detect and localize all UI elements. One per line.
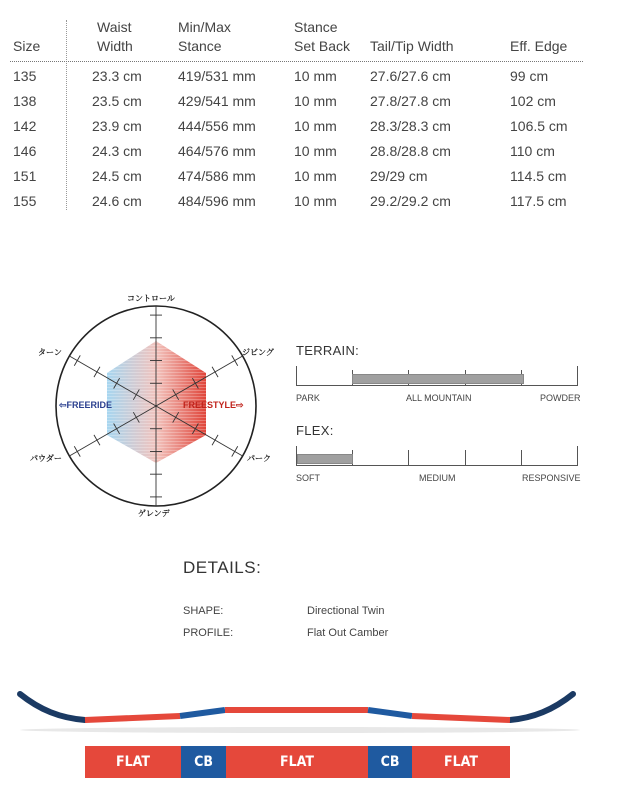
table-cell-size: 151	[13, 168, 37, 184]
radar-axis-label-control: コントロール	[127, 294, 175, 303]
profile-segment-flat: FLAT	[85, 746, 181, 778]
table-cell-waist: 24.3 cm	[92, 143, 142, 159]
table-cell-tailtip: 29/29 cm	[370, 168, 428, 184]
table-cell-size: 135	[13, 68, 37, 84]
header-setback-line2: Set Back	[294, 38, 351, 54]
table-cell-edge: 106.5 cm	[510, 118, 568, 134]
board-profile-illustration	[0, 680, 623, 740]
table-cell-stance: 444/556 mm	[178, 118, 256, 134]
table-cell-size: 142	[13, 118, 37, 134]
table-divider-horizontal	[10, 61, 583, 62]
table-cell-edge: 114.5 cm	[510, 168, 567, 184]
table-cell-tailtip: 28.3/28.3 cm	[370, 118, 451, 134]
header-eff-edge: Eff. Edge	[510, 38, 568, 54]
profile-segment-flat: FLAT	[412, 746, 510, 778]
table-cell-setback: 10 mm	[294, 118, 337, 134]
table-cell-stance: 474/586 mm	[178, 168, 256, 184]
profile-segment-camber: CB	[368, 746, 412, 778]
radar-axis-label-jibbing: ジビング	[242, 348, 274, 357]
header-setback-line1: Stance	[294, 19, 338, 35]
table-cell-size: 146	[13, 143, 37, 159]
flex-label-responsive: RESPONSIVE	[522, 473, 581, 483]
flex-scale	[296, 446, 578, 466]
header-size: Size	[13, 38, 41, 54]
radar-axis-label-park: パーク	[247, 454, 271, 463]
terrain-label-powder: POWDER	[540, 393, 581, 403]
table-cell-waist: 23.3 cm	[92, 68, 142, 84]
table-cell-edge: 110 cm	[510, 143, 555, 159]
table-cell-setback: 10 mm	[294, 143, 337, 159]
table-cell-waist: 24.5 cm	[92, 168, 142, 184]
freeride-label: ⇦FREERIDE	[59, 400, 113, 410]
terrain-scale	[296, 366, 578, 386]
table-cell-tailtip: 28.8/28.8 cm	[370, 143, 451, 159]
header-stance-line1: Min/Max	[178, 19, 231, 35]
table-cell-waist: 23.9 cm	[92, 118, 142, 134]
table-cell-stance: 419/531 mm	[178, 68, 256, 84]
profile-label: PROFILE:	[183, 627, 234, 639]
table-cell-waist: 24.6 cm	[92, 193, 142, 209]
table-cell-stance: 429/541 mm	[178, 93, 256, 109]
profile-value: Flat Out Camber	[307, 627, 389, 639]
header-tail-tip: Tail/Tip Width	[370, 38, 454, 54]
table-cell-size: 138	[13, 93, 37, 109]
header-waist-line2: Width	[97, 38, 133, 54]
details-title: DETAILS:	[183, 558, 262, 577]
table-cell-setback: 10 mm	[294, 68, 337, 84]
table-cell-edge: 99 cm	[510, 68, 549, 84]
flex-title: FLEX:	[296, 423, 334, 438]
terrain-range-bar	[352, 374, 523, 384]
radar-axis-label-groomed: ゲレンデ	[138, 509, 170, 518]
table-cell-stance: 464/576 mm	[178, 143, 256, 159]
table-divider-vertical	[66, 20, 67, 210]
terrain-title: TERRAIN:	[296, 343, 360, 358]
terrain-label-park: PARK	[296, 393, 320, 403]
shape-label: SHAPE:	[183, 605, 224, 617]
table-cell-edge: 102 cm	[510, 93, 556, 109]
shape-value: Directional Twin	[307, 605, 385, 617]
radar-axis-label-powder: パウダー	[30, 454, 62, 463]
table-cell-setback: 10 mm	[294, 193, 337, 209]
header-stance-line2: Stance	[178, 38, 222, 54]
flex-label-soft: SOFT	[296, 473, 320, 483]
table-cell-tailtip: 29.2/29.2 cm	[370, 193, 451, 209]
table-cell-size: 155	[13, 193, 37, 209]
profile-segment-camber: CB	[181, 746, 226, 778]
flex-label-medium: MEDIUM	[419, 473, 456, 483]
table-cell-waist: 23.5 cm	[92, 93, 142, 109]
table-cell-setback: 10 mm	[294, 168, 337, 184]
profile-segment-flat: FLAT	[226, 746, 368, 778]
freestyle-label: FREESTYLE⇨	[183, 400, 244, 410]
table-cell-setback: 10 mm	[294, 93, 337, 109]
header-waist-line1: Waist	[97, 19, 132, 35]
terrain-label-all-mountain: ALL MOUNTAIN	[406, 393, 472, 403]
radar-axis-label-turn: ターン	[38, 348, 62, 357]
table-cell-tailtip: 27.6/27.6 cm	[370, 68, 451, 84]
table-cell-tailtip: 27.8/27.8 cm	[370, 93, 451, 109]
table-cell-edge: 117.5 cm	[510, 193, 567, 209]
table-cell-stance: 484/596 mm	[178, 193, 256, 209]
flex-range-bar	[297, 454, 353, 464]
